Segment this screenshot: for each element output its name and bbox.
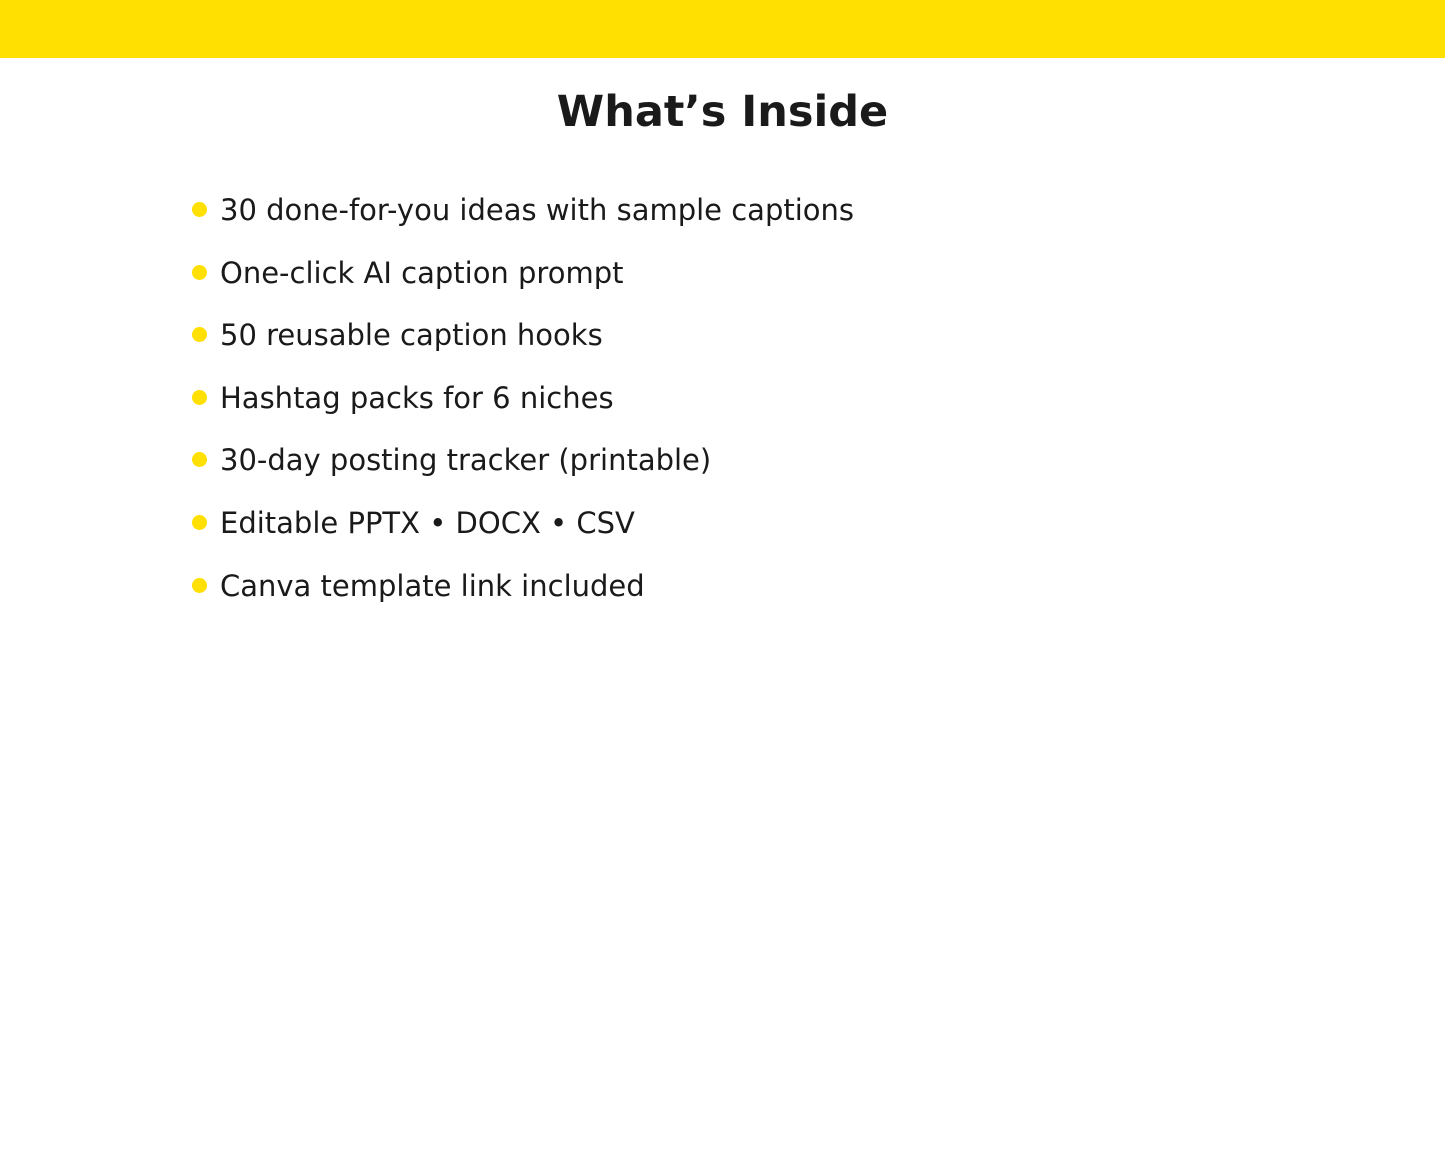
- bullet-dot-icon: [192, 515, 207, 530]
- list-item-label: Canva template link included: [220, 568, 645, 603]
- list-item-label: Hashtag packs for 6 niches: [220, 380, 614, 415]
- list-item: [190, 248, 854, 311]
- top-accent-bar: [0, 0, 1445, 58]
- bullet-dot-icon: [192, 265, 207, 280]
- list-item-label: 30 done-for-you ideas with sample captions: [220, 193, 855, 227]
- list-item-label: 30-day posting tracker (printable): [220, 443, 712, 478]
- bullet-dot-icon: [192, 578, 207, 593]
- list-item-label: Editable PPTX • DOCX • CSV: [220, 505, 635, 540]
- list-item-label: 50 reusable caption hooks: [220, 318, 603, 353]
- page-title: What’s Inside: [556, 87, 889, 137]
- list-item: [190, 310, 854, 373]
- list-item: [190, 498, 854, 561]
- feature-list: [190, 185, 854, 623]
- bullet-dot-icon: [192, 327, 207, 342]
- list-item: [190, 561, 854, 624]
- bullet-dot-icon: [192, 452, 207, 467]
- list-item-label: One-click AI caption prompt: [220, 255, 624, 290]
- bullet-dot-icon: [192, 390, 207, 405]
- bullet-dot-icon: [192, 202, 207, 217]
- list-item: [190, 373, 854, 436]
- list-item: [190, 435, 854, 498]
- list-item: [190, 185, 854, 248]
